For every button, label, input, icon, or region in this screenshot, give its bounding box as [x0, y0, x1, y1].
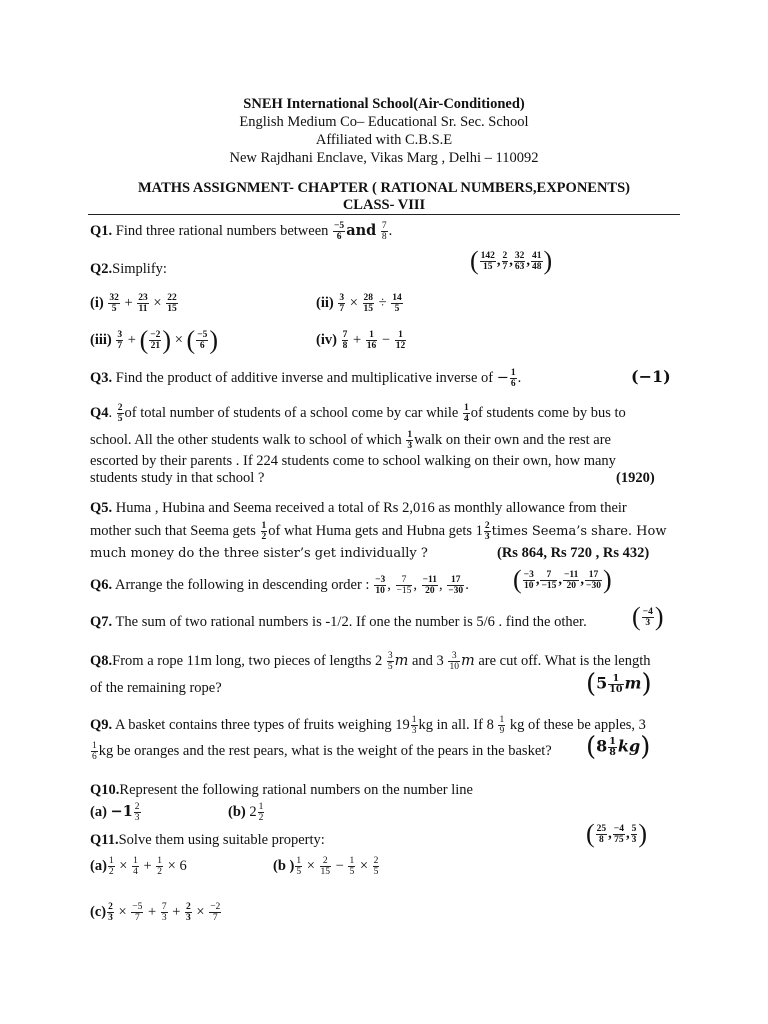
q11-part-c: (c) $\frac{2}{3}$ × $\frac{-5}{7}$ + $\frac{7}{3}$ + $\frac{2}{3}$ × $\frac{-2}{7}$: [90, 902, 221, 924]
assignment-title: MATHS ASSIGNMENT- CHAPTER ( RATIONAL NUMBERS,EXPONENTS): [138, 180, 630, 196]
q7-answer: ( $\frac{-4}{3}$ ): [632, 602, 664, 631]
question-9: Q9. A basket contains three types of fruits weighing 19 $\frac{1}{3}$ kg in all. If 8 $\frac{1}{9}$ kg of these be apples, 3: [90, 715, 646, 737]
part-label: (iii): [90, 332, 112, 348]
question-9-line2: $\frac{1}{6}$ kg be oranges and the rest pears, what is the weight of the pears in the basket?: [92, 741, 552, 763]
question-4-line4: students study in that school ?: [90, 470, 265, 486]
q5-label: Q5.: [90, 500, 113, 516]
q8-label: Q8.: [90, 653, 113, 669]
q4-label: Q4: [90, 405, 109, 421]
question-8: Q8.From a rope 11m long, two pieces of lengths 2 $\frac{3}{5}$ m and 3 $\frac{3}{10}$ m are cut off. What is the length: [90, 651, 651, 673]
question-8-line2: of the remaining rope?: [90, 680, 222, 696]
q10-label: Q10.: [90, 782, 120, 798]
q11-answer: ( $\frac{25}{8}$ , $\frac{-4}{75}$ , $\frac{5}{3}$ ): [586, 819, 648, 848]
question-3: Q3. Find the product of additive inverse and multiplicative inverse of − $\frac{1}{6}$ .: [90, 368, 522, 390]
q3-answer: (−1): [631, 367, 671, 386]
question-10: Q10.Represent the following rational numbers on the number line: [90, 782, 473, 798]
q8-answer: (5 $\frac{1}{10}$ m): [586, 669, 652, 699]
divider: [88, 214, 680, 215]
q11-label: Q11.: [90, 832, 119, 848]
fraction: $\frac{7}{8}$: [381, 221, 387, 243]
q9-label: Q9.: [90, 717, 113, 733]
q6-answer: ( $\frac{-3}{10}$ , $\frac{7}{-15}$ , $\frac{-11}{20}$ , $\frac{17}{-30}$ ): [513, 565, 612, 594]
question-5-line3: much money do the three sister’s get individually ?: [90, 546, 428, 561]
school-name: [0, 95, 768, 113]
q1-text: Find three rational numbers between: [115, 223, 329, 239]
question-5: Q5. Huma , Hubina and Seema received a total of Rs 2,016 as monthly allowance from their: [90, 500, 627, 516]
q2-part-ii: (ii) $\frac{3}{7}$ × $\frac{28}{15}$ ÷ $\frac{14}{5}$: [316, 293, 402, 315]
q2-part-i: (i) $\frac{32}{5}$ + $\frac{23}{11}$ × $\frac{22}{15}$: [90, 293, 177, 315]
q2-answer: ( $\frac{142}{15}$ , $\frac{2}{7}$ , $\frac{32}{63}$ , $\frac{41}{48}$ ): [470, 246, 553, 275]
q2-text: Simplify:: [112, 261, 167, 277]
part-label: (iv): [316, 332, 337, 348]
question-7: Q7. The sum of two rational numbers is -1/2. If one the number is 5/6 . find the other.: [90, 614, 587, 630]
question-1: Q1. Find three rational numbers between $\frac{-5}{6}$ and $\frac{7}{8}$ .: [90, 221, 393, 243]
class-label: CLASS- VIII: [342, 197, 426, 213]
school-address: New Rajdhani Enclave, Vikas Marg , Delhi – 110092: [229, 150, 539, 166]
q1-label: Q1.: [90, 223, 113, 239]
q2-part-iv: (iv) $\frac{7}{8}$ + $\frac{1}{16}$ − $\frac{1}{12}$: [316, 330, 406, 352]
q11-part-b: (b ) $\frac{1}{5}$ × $\frac{2}{15}$ − $\frac{1}{5}$ × $\frac{2}{5}$: [273, 856, 379, 878]
school-subtitle: English Medium Co– Educational Sr. Sec. School: [239, 114, 529, 130]
q6-label: Q6.: [90, 577, 113, 593]
q11-part-a: (a) $\frac{1}{2}$ × $\frac{1}{4}$ + $\frac{1}{2}$ × 6: [90, 856, 187, 878]
school-title: SNEH International School(Air-Conditioned): [243, 96, 525, 112]
question-6: Q6. Arrange the following in descending order : $\frac{-3}{10}$ , $\frac{7}{-15}$ , $\frac{-11}{20}$ , $\frac{17}{-30}$ .: [90, 575, 469, 597]
question-5-line2: mother such that Seema gets $\frac{1}{2}$ of what Huma gets and Hubna gets 1 $\frac{2}{3}$ times Seema’s share. How: [90, 521, 667, 543]
q1-and: and: [346, 222, 377, 239]
q4-answer: (1920): [616, 470, 655, 486]
q5-answer: (Rs 864, Rs 720 , Rs 432): [497, 545, 650, 561]
fraction: $\frac{-5}{6}$: [334, 221, 345, 243]
q9-answer: (8 $\frac{1}{8}$ kg): [586, 732, 651, 762]
question-2: [90, 258, 680, 280]
question-4: Q4. $\frac{2}{5}$ of total number of students of a school come by car while $\frac{1}{4}$ of students come by bus to: [90, 403, 626, 425]
part-label: (i): [90, 295, 104, 311]
part-label: (ii): [316, 295, 334, 311]
q2-label: Q2.: [90, 261, 113, 277]
question-4-line3: escorted by their parents . If 224 students come to school walking on their own, how many: [90, 453, 616, 469]
affiliation: Affiliated with C.B.S.E: [315, 132, 453, 148]
q7-label: Q7.: [90, 614, 113, 630]
q10-part-b: (b) 2 $\frac{1}{2}$: [228, 802, 264, 824]
q2-part-iii: (iii) $\frac{3}{7}$ + ( $\frac{-2}{21}$ ) × ( $\frac{-5}{6}$ ): [90, 325, 219, 355]
question-11: Q11.Solve them using suitable property:: [90, 832, 325, 848]
q3-text: Find the product of additive inverse and multiplicative inverse of: [115, 370, 494, 386]
question-4-line2: school. All the other students walk to school of which $\frac{1}{3}$ walk on their own and the rest are: [90, 430, 611, 452]
q3-label: Q3.: [90, 370, 113, 386]
q10-part-a: (a) −1 $\frac{2}{3}$: [90, 802, 140, 824]
